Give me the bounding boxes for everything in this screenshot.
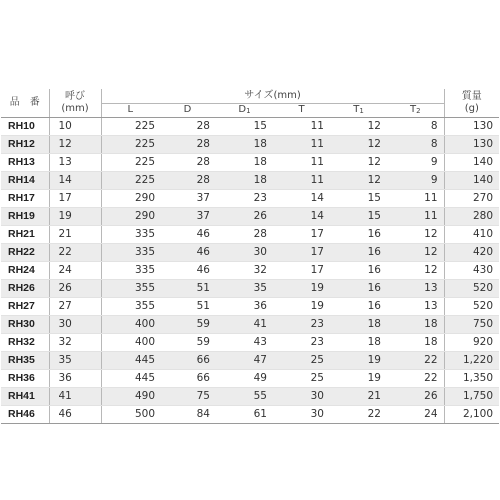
table-row [1,153,499,171]
cell-t2: 8 [387,117,444,135]
cell-d: 46 [159,261,216,279]
cell-d: 46 [159,243,216,261]
cell-d1: 55 [216,387,273,405]
cell-model: RH12 [1,135,49,153]
cell-t: 23 [273,333,330,351]
cell-model: RH10 [1,117,49,135]
header-weight-line2: (g) [464,102,479,114]
cell-t1: 16 [330,279,387,297]
cell-d1: 41 [216,315,273,333]
cell-d1: 49 [216,369,273,387]
cell-nominal: 30 [49,315,101,333]
cell-t1: 21 [330,387,387,405]
cell-t2: 13 [387,297,444,315]
table-row [1,171,499,189]
cell-t: 25 [273,351,330,369]
cell-weight: 270 [444,189,499,207]
cell-t2: 12 [387,243,444,261]
cell-t: 14 [273,207,330,225]
cell-t: 11 [273,171,330,189]
cell-nominal: 10 [49,117,101,135]
cell-nominal: 26 [49,279,101,297]
cell-l: 490 [101,387,159,405]
table-row [1,207,499,225]
cell-nominal: 35 [49,351,101,369]
cell-weight: 140 [444,171,499,189]
cell-t1: 15 [330,189,387,207]
cell-d: 59 [159,315,216,333]
cell-l: 355 [101,279,159,297]
cell-t: 19 [273,297,330,315]
cell-nominal: 17 [49,189,101,207]
header-weight [444,89,499,117]
cell-model: RH13 [1,153,49,171]
cell-t: 11 [273,135,330,153]
cell-t1: 18 [330,333,387,351]
cell-model: RH17 [1,189,49,207]
cell-t1: 16 [330,261,387,279]
header-nominal [49,89,101,117]
cell-weight: 920 [444,333,499,351]
header-d1-main: D [238,103,247,115]
cell-t2: 26 [387,387,444,405]
table-header [1,89,499,117]
cell-d1: 30 [216,243,273,261]
cell-t: 17 [273,225,330,243]
header-d: D [159,103,216,117]
cell-nominal: 24 [49,261,101,279]
table-row [1,387,499,405]
cell-weight: 1,220 [444,351,499,369]
cell-model: RH26 [1,279,49,297]
cell-t2: 22 [387,351,444,369]
cell-l: 225 [101,153,159,171]
cell-t: 30 [273,405,330,423]
cell-weight: 130 [444,135,499,153]
cell-l: 290 [101,207,159,225]
cell-t1: 18 [330,315,387,333]
header-t1 [330,103,387,117]
cell-model: RH21 [1,225,49,243]
cell-l: 335 [101,225,159,243]
table-row [1,279,499,297]
table-row [1,189,499,207]
cell-t2: 22 [387,369,444,387]
cell-weight: 130 [444,117,499,135]
cell-l: 400 [101,315,159,333]
cell-model: RH36 [1,369,49,387]
cell-l: 225 [101,135,159,153]
cell-d1: 36 [216,297,273,315]
cell-t: 23 [273,315,330,333]
header-l: L [101,103,159,117]
header-size-group: サイズ(mm) [101,89,444,103]
table-row [1,405,499,423]
cell-nominal: 32 [49,333,101,351]
cell-model: RH27 [1,297,49,315]
cell-t1: 15 [330,207,387,225]
table-row [1,351,499,369]
cell-d1: 18 [216,171,273,189]
cell-weight: 750 [444,315,499,333]
header-t2-main: T [409,103,417,115]
cell-d: 59 [159,333,216,351]
cell-model: RH46 [1,405,49,423]
cell-t2: 24 [387,405,444,423]
cell-d1: 15 [216,117,273,135]
cell-d: 75 [159,387,216,405]
cell-model: RH19 [1,207,49,225]
table-row [1,225,499,243]
cell-d: 28 [159,117,216,135]
cell-model: RH35 [1,351,49,369]
cell-l: 335 [101,261,159,279]
cell-t1: 16 [330,243,387,261]
cell-t: 19 [273,279,330,297]
cell-d1: 32 [216,261,273,279]
cell-d1: 47 [216,351,273,369]
cell-l: 445 [101,369,159,387]
cell-d: 51 [159,279,216,297]
table-body [1,117,499,423]
cell-nominal: 22 [49,243,101,261]
cell-t2: 9 [387,153,444,171]
cell-d: 46 [159,225,216,243]
table-row [1,243,499,261]
cell-t: 17 [273,261,330,279]
cell-d: 37 [159,207,216,225]
cell-d: 66 [159,369,216,387]
cell-t2: 12 [387,261,444,279]
header-model: 品 番 [1,89,49,117]
header-nominal-line1: 呼び [65,90,85,102]
cell-t2: 12 [387,225,444,243]
table-row [1,369,499,387]
cell-d: 37 [159,189,216,207]
cell-t2: 11 [387,189,444,207]
table-row [1,261,499,279]
cell-nominal: 21 [49,225,101,243]
cell-d: 28 [159,135,216,153]
cell-t1: 12 [330,171,387,189]
cell-t: 30 [273,387,330,405]
cell-nominal: 13 [49,153,101,171]
cell-t1: 19 [330,369,387,387]
cell-nominal: 27 [49,297,101,315]
table-row [1,135,499,153]
cell-l: 445 [101,351,159,369]
cell-model: RH22 [1,243,49,261]
cell-t1: 12 [330,135,387,153]
cell-l: 225 [101,171,159,189]
cell-weight: 1,350 [444,369,499,387]
header-weight-line1: 質量 [461,90,482,102]
table-row [1,297,499,315]
cell-t: 25 [273,369,330,387]
cell-t1: 16 [330,225,387,243]
table-row [1,315,499,333]
cell-model: RH32 [1,333,49,351]
header-t1-main: T [353,103,360,115]
header-d1 [216,103,273,117]
cell-t2: 9 [387,171,444,189]
cell-d: 28 [159,153,216,171]
cell-l: 225 [101,117,159,135]
cell-t2: 18 [387,333,444,351]
header-d1-sub: 1 [246,106,251,115]
cell-t2: 8 [387,135,444,153]
cell-model: RH30 [1,315,49,333]
cell-weight: 520 [444,279,499,297]
cell-t: 11 [273,117,330,135]
header-t2 [387,103,444,117]
cell-weight: 420 [444,243,499,261]
cell-model: RH14 [1,171,49,189]
cell-d1: 18 [216,135,273,153]
header-nominal-line2: (mm) [61,102,89,114]
cell-t1: 19 [330,351,387,369]
cell-weight: 520 [444,297,499,315]
header-t: T [273,103,330,117]
cell-d: 66 [159,351,216,369]
header-t2-sub: 2 [416,106,421,115]
cell-d1: 28 [216,225,273,243]
cell-t2: 11 [387,207,444,225]
cell-t: 17 [273,243,330,261]
cell-l: 290 [101,189,159,207]
cell-t2: 13 [387,279,444,297]
cell-d1: 61 [216,405,273,423]
cell-t1: 12 [330,117,387,135]
cell-t: 14 [273,189,330,207]
table-row [1,333,499,351]
cell-t1: 12 [330,153,387,171]
cell-l: 335 [101,243,159,261]
cell-t1: 16 [330,297,387,315]
cell-l: 355 [101,297,159,315]
cell-t2: 18 [387,315,444,333]
cell-nominal: 36 [49,369,101,387]
table-row [1,117,499,135]
cell-d: 51 [159,297,216,315]
cell-nominal: 12 [49,135,101,153]
cell-l: 500 [101,405,159,423]
cell-nominal: 41 [49,387,101,405]
cell-d1: 43 [216,333,273,351]
cell-model: RH41 [1,387,49,405]
cell-d1: 23 [216,189,273,207]
cell-d: 28 [159,171,216,189]
cell-d1: 26 [216,207,273,225]
cell-weight: 140 [444,153,499,171]
cell-t1: 22 [330,405,387,423]
cell-t: 11 [273,153,330,171]
cell-weight: 280 [444,207,499,225]
cell-d1: 18 [216,153,273,171]
cell-weight: 1,750 [444,387,499,405]
cell-model: RH24 [1,261,49,279]
cell-weight: 2,100 [444,405,499,423]
cell-weight: 430 [444,261,499,279]
spec-table [1,89,499,424]
cell-d1: 35 [216,279,273,297]
cell-nominal: 46 [49,405,101,423]
cell-d: 84 [159,405,216,423]
cell-weight: 410 [444,225,499,243]
cell-nominal: 14 [49,171,101,189]
cell-l: 400 [101,333,159,351]
header-t1-sub: 1 [359,106,364,115]
cell-nominal: 19 [49,207,101,225]
